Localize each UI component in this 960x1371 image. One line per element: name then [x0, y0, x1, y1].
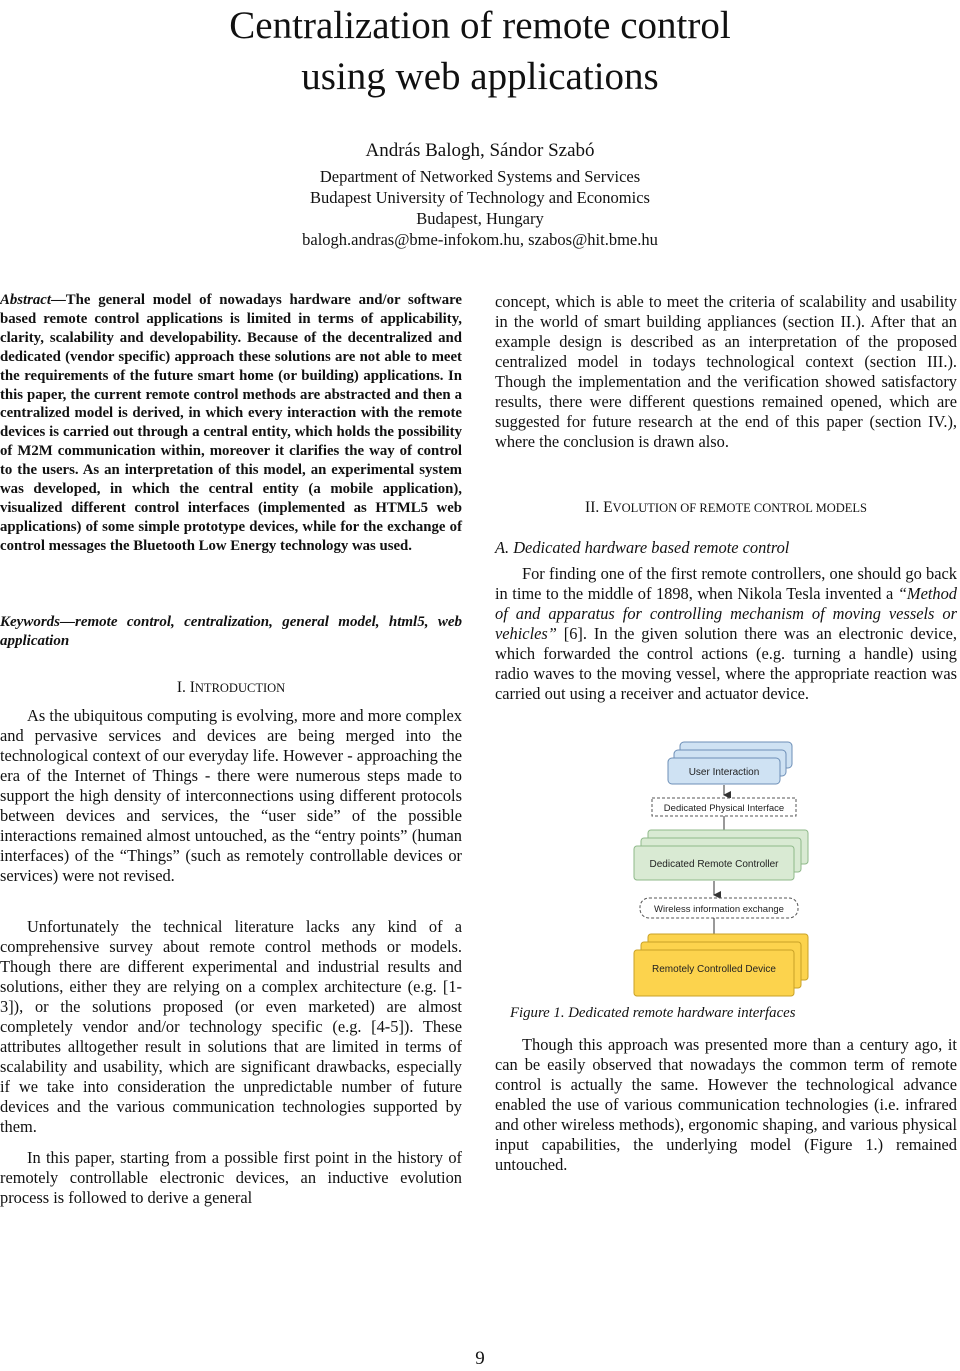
intro-para-1: As the ubiquitous computing is evolving, more and more complex and pervasive services and devices are being merged into the technological context of our everyday life. However - approaching the era of the Internet of Things - there were numerous steps made to support the high density of interconnections using different protocols between devices and services, the “user side” of the possible interactions remained almost untouched, as the “entry points” (human interfaces) of the “Things” (such as remotely controllable devices or services) were not revised.: [0, 706, 462, 885]
intro-para-2: Unfortunately the technical literature lacks any kind of a comprehensive survey about remote control methods or models. Though there are different experimental and industrial results and solutions, either they are relying on a complex architecture (e.g. [1-3]), or the solutions proposed (or even marketed) are almost completely vendor and/or technology specific (e.g. [4-5]). These attributes alltogether result in solutions that are limited in terms of scalability and usability, which are significant drawbacks, especially if we take into consideration the unpredictable number of future devices and the various communication technologies supported by them.: [0, 917, 462, 1136]
sec2-heading-initial: E: [603, 499, 613, 516]
title-line-2: using web applications: [301, 55, 659, 98]
keywords-text: —remote control, centralization, general model, html5, web application: [0, 614, 462, 649]
authors: András Balogh, Sándor Szabó: [365, 140, 595, 161]
intro-heading-num: I.: [176, 679, 190, 696]
intro-heading-initial: I: [189, 679, 195, 696]
intro-heading: [0, 679, 462, 697]
user-interaction-label: User Interaction: [688, 767, 760, 778]
controlled-device-label: Remotely Controlled Device: [652, 964, 776, 975]
abstract: [0, 291, 462, 556]
subsection-a-para-1: For finding one of the first remote controllers, one should go back in time to the middle of 1898, when Nikola Tesla invented a “Method of and apparatus for controlling mechanism of moving vessels or vehicles” [6]. In the given solution there was an electronic device, which forwarded the control actions (e.g. turning a handle) using radio waves to the moving vessel, where the appropriate reaction was carried out using a receiver and actuator device.: [495, 564, 957, 703]
affiliation-city: Budapest, Hungary: [416, 209, 544, 228]
subsection-a-para-2: Though this approach was presented more than a century ago, it can be easily observed that nowadays the common term of remote control is actually the same. However the technological advance enabled the use of various communication technologies (i.e. infrared and other wireless methods), ergonomic shaping, and various physical input capabilities, the underlying model (Figure 1.) remained untouched.: [495, 1035, 957, 1174]
page-number: 9: [475, 1348, 485, 1369]
sec2-heading-rest: VOLUTION OF REMOTE CONTROL MODELS: [612, 501, 867, 515]
wireless-exchange-label: Wireless information exchange: [654, 904, 784, 915]
paper-title: [0, 0, 960, 102]
intro-para-3: In this paper, starting from a possible first point in the history of remotely controllable electronic devices, an inductive evolution process is followed to derive a general: [0, 1148, 462, 1207]
figure-1-diagram: [628, 738, 828, 1000]
physical-interface-label: Dedicated Physical Interface: [663, 803, 785, 814]
intro-continued: concept, which is able to meet the criteria of scalability and usability in the world of smart building appliances (section II.). After that an example design is described as an interpretation of the proposed centralized model in todays technological context (section III.). Though the implementation and the verification showed satisfactory results, there were different questions remained opened, which are suggested for future research at the end of this paper (section IV.), where the conclusion is drawn also.: [495, 292, 957, 451]
section-2-heading: [495, 499, 957, 517]
intro-heading-rest: NTRODUCTION: [194, 681, 286, 695]
remote-controller-label: Dedicated Remote Controller: [649, 859, 779, 870]
affiliation-emails: balogh.andras@bme-infokom.hu, szabos@hit.bme.hu: [302, 230, 658, 249]
title-line-1: Centralization of remote control: [229, 4, 731, 47]
keywords-label: Keywords: [0, 614, 60, 630]
abstract-text: —The general model of nowadays hardware and/or software based remote control applications is limited in terms of applicability, clarity, scalability and developability. Because of the decentralized and dedicated (vendor specific) approach these solutions are not able to meet the requirements of the future smart home (or building) applications. In this paper, the current remote control methods are abstracted and then a centralized model is derived, in which every interaction with the remote devices is carried out through a central entity, which holds the possibility of M2M communication within, moreover it clarifies the way of control to the users. As an interpretation of this model, an experimental system was developed, in which the central entity (a mobile application), visualized different control interfaces (implemented as HTML5 web applications) of some simple prototype devices, while for the exchange of control messages the Bluetooth Low Energy technology was used.: [0, 292, 462, 554]
figure-1-caption: Figure 1. Dedicated remote hardware interfaces: [510, 1005, 796, 1021]
abstract-label: Abstract: [0, 292, 51, 308]
patent-title: “Method of and apparatus for controlling mechanism of moving vessels or vehicles”: [495, 583, 957, 643]
sec2-heading-num: II.: [585, 499, 604, 516]
subsection-a-heading: A. Dedicated hardware based remote control: [495, 538, 790, 557]
keywords: [0, 613, 462, 651]
affiliation-dept: Department of Networked Systems and Services: [319, 167, 641, 186]
affiliation-university: Budapest University of Technology and Economics: [310, 188, 650, 207]
